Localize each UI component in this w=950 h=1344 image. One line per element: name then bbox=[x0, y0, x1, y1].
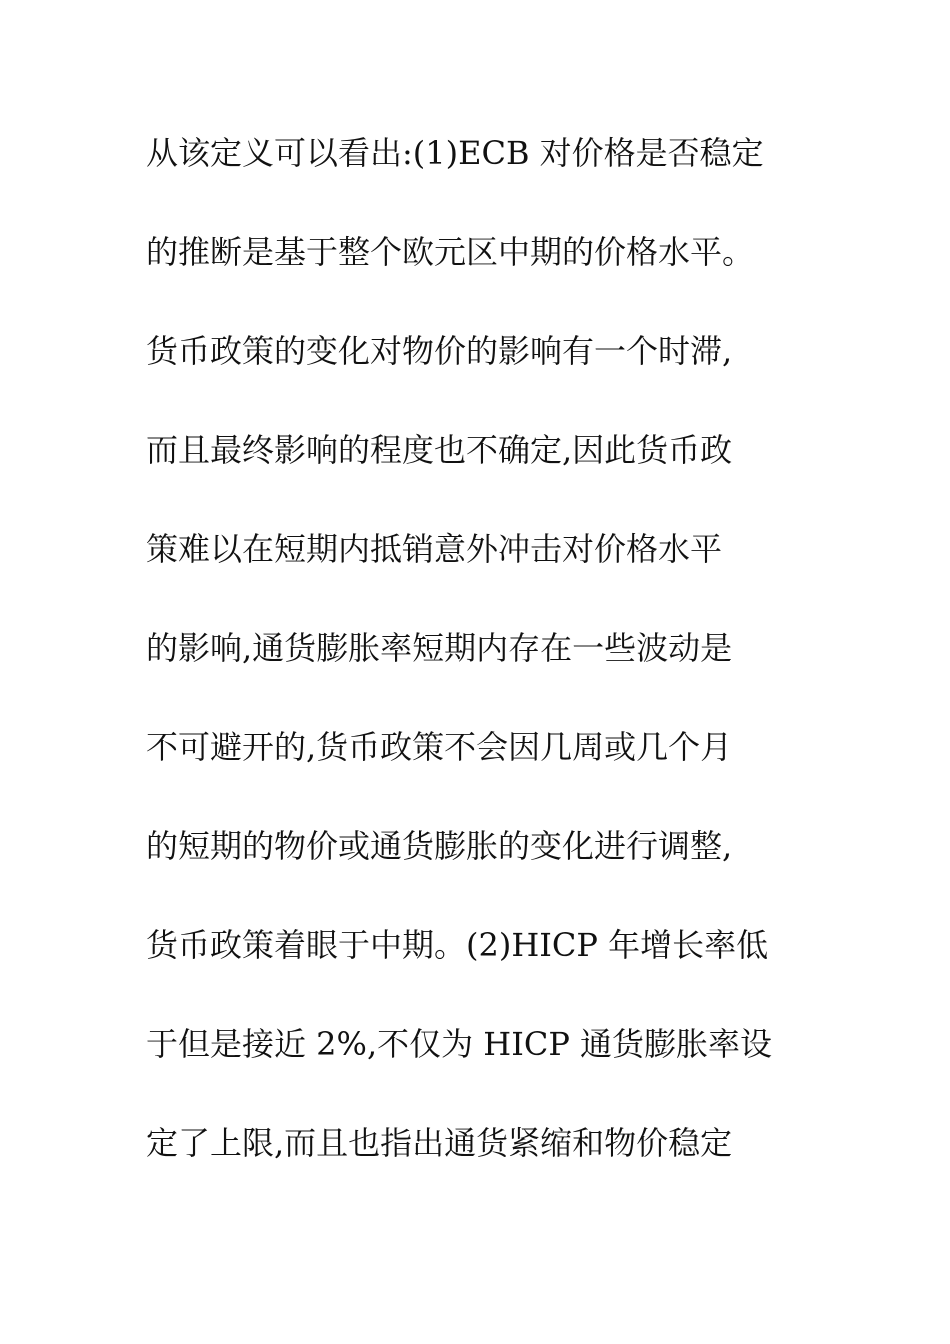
text-line: 定了上限,而且也指出通货紧缩和物价稳定 bbox=[146, 1124, 733, 1162]
body-paragraph bbox=[146, 128, 826, 1217]
text-line: 于但是接近 2%,不仅为 HICP 通货膨胀率设 bbox=[146, 1025, 773, 1063]
text-line: 策难以在短期内抵销意外冲击对价格水平 bbox=[146, 530, 723, 568]
text-line: 货币政策的变化对物价的影响有一个时滞, bbox=[146, 332, 733, 370]
text-line: 不可避开的,货币政策不会因几周或几个月 bbox=[146, 728, 733, 766]
text-line: 货币政策着眼于中期。(2)HICP 年增长率低 bbox=[146, 926, 769, 964]
text-line: 从该定义可以看出:(1)ECB 对价格是否稳定 bbox=[146, 134, 764, 172]
text-line: 而且最终影响的程度也不确定,因此货币政 bbox=[146, 431, 733, 469]
text-line: 的短期的物价或通货膨胀的变化进行调整, bbox=[146, 827, 733, 865]
text-line: 的推断是基于整个欧元区中期的价格水平。 bbox=[146, 233, 755, 271]
text-line: 的影响,通货膨胀率短期内存在一些波动是 bbox=[146, 629, 733, 667]
